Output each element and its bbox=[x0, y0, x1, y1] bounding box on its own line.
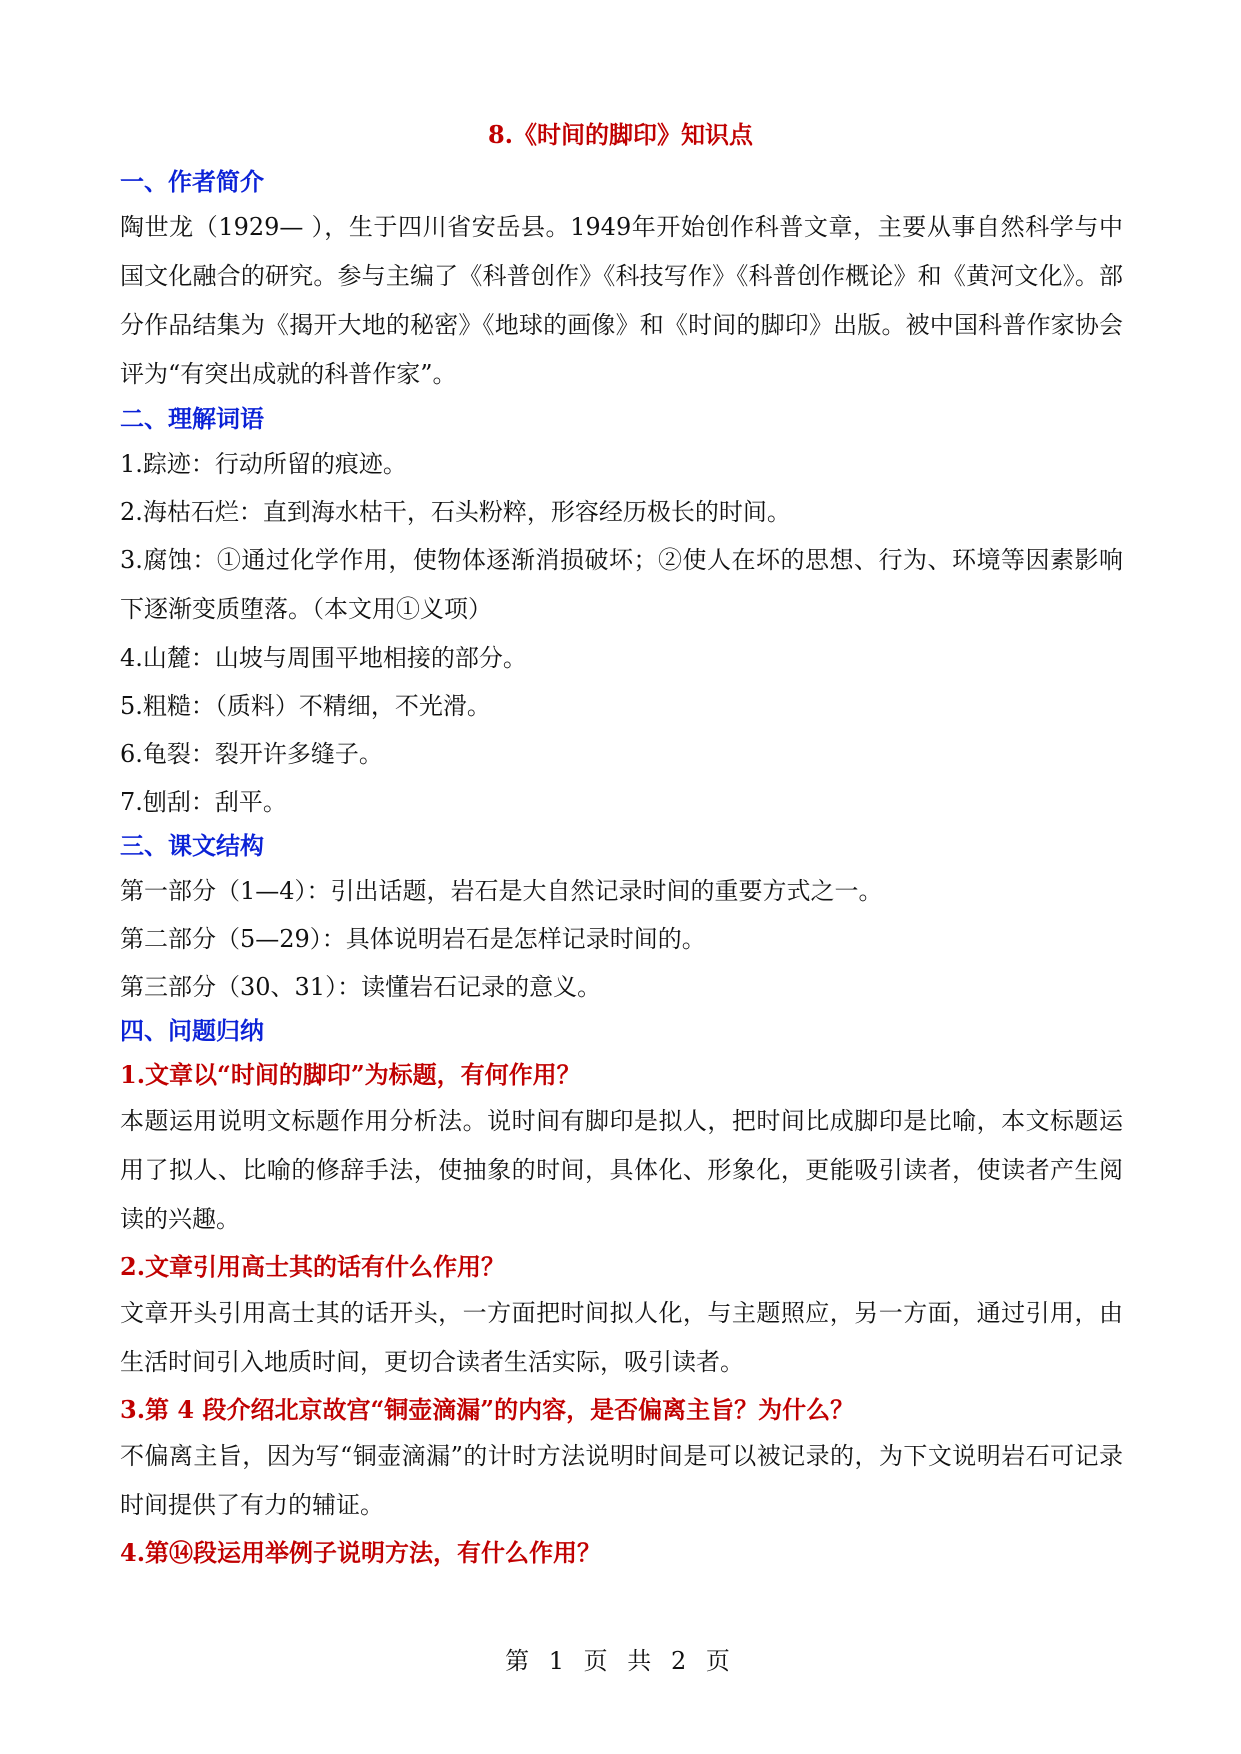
author-paragraph: 陶世龙（1929— ），生于四川省安岳县。1949年开始创作科普文章，主要从事自然科学与中国文化融合的研究。参与主编了《科普创作》《科技写作》《科普创作概论》和《黄河文化》。部分作品结集为《揭开大地的秘密》《地球的画像》和《时间的脚印》出版。被中国科普作家协会评为“有突出成就的科普作家”。 bbox=[120, 213, 1123, 388]
section-author bbox=[120, 162, 1123, 399]
section-structure bbox=[120, 826, 1123, 1011]
section-vocab bbox=[120, 399, 1123, 826]
question-answer: 本题运用说明文标题作用分析法。说时间有脚印是拟人，把时间比成脚印是比喻，本文标题运用了拟人、比喻的修辞手法，使抽象的时间，具体化、形象化，更能吸引读者，使读者产生阅读的兴趣。 bbox=[120, 1107, 1123, 1233]
section-heading-structure: 三、课文结构 bbox=[120, 831, 264, 860]
document-body bbox=[120, 162, 1123, 1575]
section-questions bbox=[120, 1011, 1123, 1575]
question-answer: 文章开头引用高士其的话开头，一方面把时间拟人化，与主题照应，另一方面，通过引用，由生活时间引入地质时间，更切合读者生活实际，吸引读者。 bbox=[120, 1299, 1123, 1376]
vocab-item: 5.粗糙：（质料）不精细，不光滑。 bbox=[120, 692, 491, 720]
vocab-item: 6.龟裂：裂开许多缝子。 bbox=[120, 740, 383, 768]
structure-item: 第二部分（5—29）：具体说明岩石是怎样记录时间的。 bbox=[120, 925, 706, 953]
structure-item: 第一部分（1—4）：引出话题，岩石是大自然记录时间的重要方式之一。 bbox=[120, 877, 883, 905]
vocab-item: 3.腐蚀：①通过化学作用，使物体逐渐消损破坏；②使人在坏的思想、行为、环境等因素影响下逐渐变质堕落。（本文用①义项） bbox=[120, 546, 1123, 623]
question-title: 1.文章以“时间的脚印”为标题，有何作用？ bbox=[120, 1060, 581, 1089]
vocab-item: 7.刨刮：刮平。 bbox=[120, 788, 287, 816]
section-heading-author: 一、作者简介 bbox=[120, 167, 264, 196]
document-title: 8.《时间的脚印》知识点 bbox=[487, 120, 754, 149]
question-title: 2.文章引用高士其的话有什么作用？ bbox=[120, 1252, 506, 1281]
section-heading-questions: 四、问题归纳 bbox=[120, 1016, 264, 1045]
vocab-item: 2.海枯石烂：直到海水枯干，石头粉粹，形容经历极长的时间。 bbox=[120, 498, 791, 526]
section-heading-vocab: 二、理解词语 bbox=[120, 404, 264, 433]
question-title: 4.第⑭段运用举例子说明方法，有什么作用？ bbox=[120, 1538, 602, 1567]
question-title: 3.第 4 段介绍北京故宫“铜壶滴漏”的内容，是否偏离主旨？为什么？ bbox=[120, 1395, 855, 1424]
structure-item: 第三部分（30、31）：读懂岩石记录的意义。 bbox=[120, 973, 602, 1001]
question-answer: 不偏离主旨，因为写“铜壶滴漏”的计时方法说明时间是可以被记录的，为下文说明岩石可记录时间提供了有力的辅证。 bbox=[120, 1442, 1123, 1519]
vocab-item: 1.踪迹：行动所留的痕迹。 bbox=[120, 450, 407, 478]
vocab-item: 4.山麓：山坡与周围平地相接的部分。 bbox=[120, 644, 527, 672]
page-footer: 第 1 页 共 2 页 bbox=[505, 1647, 736, 1675]
